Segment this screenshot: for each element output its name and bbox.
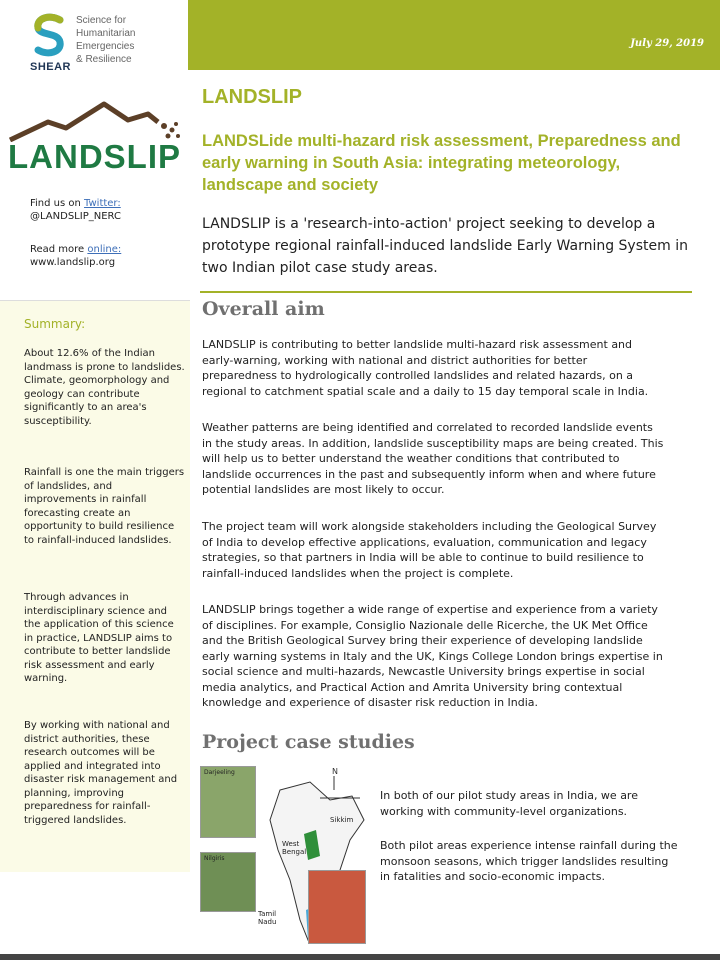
shear-line-3: Emergencies	[76, 41, 135, 52]
intro-paragraph: LANDSLIP is a 'research-into-action' project seeking to develop a prototype regional rainfall-induced landslide Early Warning System in two Indian pilot case study areas.	[202, 216, 688, 276]
overall-aim-paragraph-4: LANDSLIP brings together a wide range of expertise and experience from a variety of disciplines. For example, Consiglio Nazionale delle Ricerche, the UK Met Office and the British Geological Survey bring their experience of developing landslide early warning systems in Italy and the UK, Kings College London brings expertise in social science and multi-hazards, Newcastle University brings expertise in social media analytics, and Practical Action and Amrita University bring contextual knowledge and experience of disaster risk reduction in India.	[202, 603, 663, 709]
nilgiris-thumbnail	[200, 852, 256, 912]
divider	[200, 291, 692, 293]
mountain-icon	[8, 100, 188, 142]
overall-aim-paragraph-3: The project team will work alongside stakeholders including the Geological Survey of India to develop effective applications, evaluation, communication and legacy strategies, so that partners in India will be able to continue to build resilience to rainfall-induced landslides when the project is complete.	[202, 520, 657, 580]
shear-logo	[28, 12, 188, 74]
landslip-logo	[8, 100, 188, 185]
west-bengal-label: West Bengal	[282, 840, 307, 856]
header-bar	[188, 0, 720, 70]
case-study-paragraph-1: In both of our pilot study areas in India, we are working with community-level organizations.	[380, 789, 638, 818]
sikkim-thumbnail	[308, 870, 366, 944]
summary-paragraph-2: Rainfall is one the main triggers of landslides, and improvements in rainfall forecasting create an opportunity to build resilience to rainfall-induced landslides.	[24, 467, 185, 546]
overall-aim-paragraph-1: LANDSLIP is contributing to better landslide multi-hazard risk assessment and early-warning, working with national and district authorities for better preparedness to hydrologically controlled landslides and related hazards, on a regional to catchment spatial scale and a daily to 15 day temporal scale in India.	[202, 338, 649, 398]
overall-aim-heading: Overall aim	[202, 298, 325, 320]
case-study-map	[198, 760, 376, 948]
page-title: LANDSLIP	[202, 86, 302, 108]
twitter-contact	[30, 197, 121, 223]
svg-text:N: N	[332, 767, 338, 776]
shear-line-1: Science for	[76, 15, 127, 26]
summary-paragraph-1: About 12.6% of the Indian landmass is prone to landslides. Climate, geomorphology and geology can contribute significantly to an area's susceptibility.	[24, 348, 185, 427]
read-more-label: Read more	[30, 244, 88, 255]
shear-mark-icon	[28, 12, 72, 60]
publication-date: July 29, 2019	[630, 38, 704, 49]
footer-rule	[0, 954, 720, 960]
twitter-link[interactable]: Twitter:	[84, 198, 121, 209]
find-us-label: Find us on	[30, 198, 85, 209]
nilgiris-label: Nilgiris	[204, 855, 225, 862]
landslip-wordmark: LANDSLIP	[8, 138, 181, 175]
summary-paragraph-3: Through advances in interdisciplinary science and the application of this science in practice, LANDSLIP aims to contribute to better landslide risk assessment and early warning.	[24, 592, 174, 684]
case-studies-heading: Project case studies	[202, 731, 415, 753]
online-link[interactable]: online:	[87, 244, 122, 255]
summary-paragraph-4: By working with national and district authorities, these research outcomes will be applied and integrated into disaster risk management and planning, improving preparedness for rainfall-triggered landslides.	[24, 720, 178, 826]
darjeeling-thumbnail	[200, 766, 256, 838]
shear-wordmark: SHEAR	[30, 61, 72, 73]
summary-title: Summary:	[24, 317, 86, 331]
tamil-nadu-label: Tamil Nadu	[258, 910, 277, 926]
page-subtitle: LANDSLide multi-hazard risk assessment, Preparedness and early warning in South Asia: integrating meteorology, landscape and society	[202, 132, 681, 194]
shear-tagline	[76, 14, 135, 66]
website-url: www.landslip.org	[30, 257, 116, 268]
overall-aim-paragraph-2: Weather patterns are being identified and correlated to recorded landslide events in the study areas. In addition, landslide susceptibility maps are being created. This will help us to better understand the weather conditions that contributed to landslide occurrences in the past and subsequently inform when and where future potential landslides are most likely to occur.	[202, 421, 664, 496]
summary-sidebar	[0, 300, 190, 872]
darjeeling-label: Darjeeling	[204, 769, 235, 776]
sikkim-label: Sikkim	[330, 816, 354, 824]
website-contact	[30, 243, 121, 269]
twitter-handle: @LANDSLIP_NERC	[30, 211, 121, 222]
shear-line-4: & Resilience	[76, 54, 132, 65]
shear-line-2: Humanitarian	[76, 28, 136, 39]
case-study-paragraph-2: Both pilot areas experience intense rainfall during the monsoon seasons, which trigger landslides resulting in fatalities and socio-economic impacts.	[380, 839, 678, 883]
